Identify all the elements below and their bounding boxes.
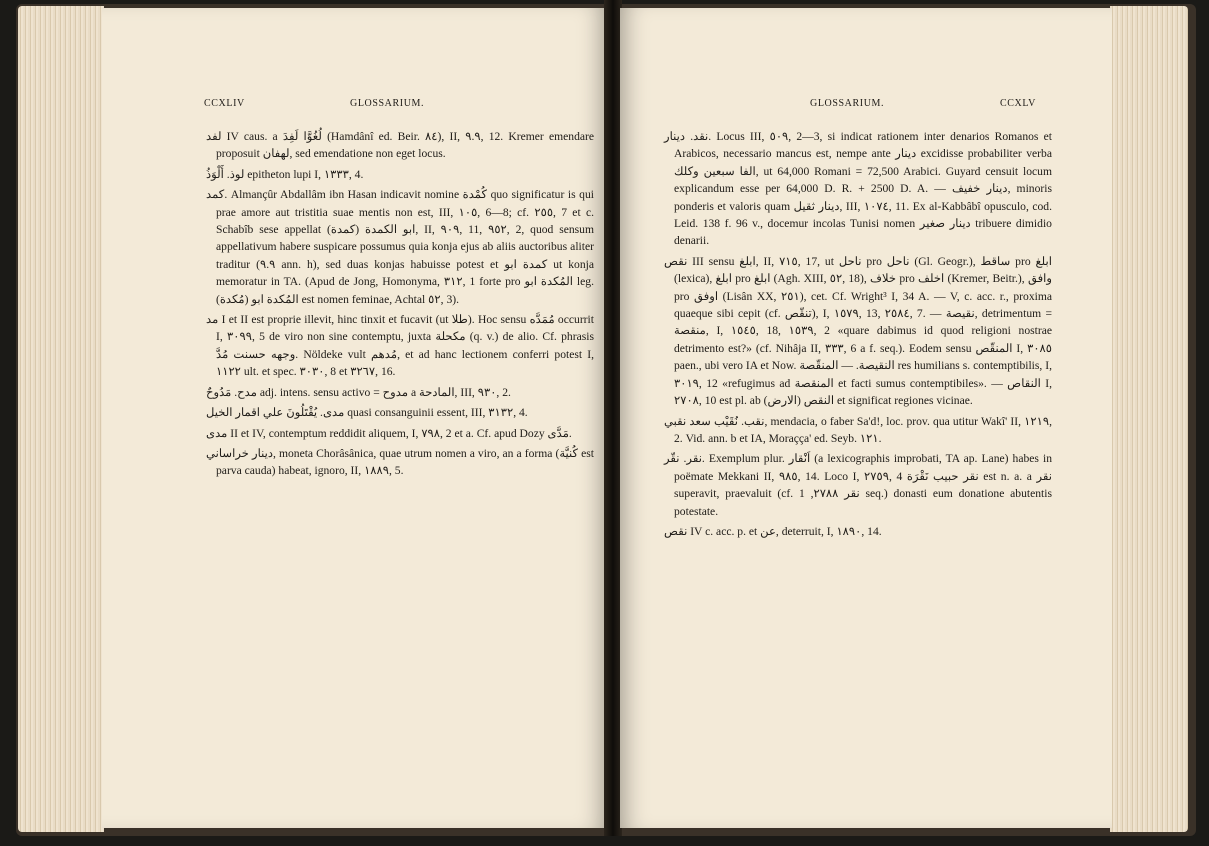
entry: كمد. Almançûr Abdallâm ibn Hasan indicavit nomine كُمْدة quo significatur is qui prae amore aut tristitia suae mentis non est, III, ١٠٥, 6—8; cf. ٢٥٥, 7 et c. Schabîb sese appellat ابو الكمدة (كمدة), II, ٩٠٩, 11, ٩٥٢, 2, quod sensum appellativum habere suspicare possumus quia konja ejus ab aliis auctoribus aliter traditur (٩.٩ ann. h), sed duas konjas habuisse potest et كمدة ابو ut konja memoratur in TA. (Apud de Jong, Homonyma, ٣١٢, 1 forte pro المُكدة ابو leg. المُكدة ابو (مُكدة) est nomen feminae, Achtal ٥٢, 3). <box>206 188 595 306</box>
entry: مدح. مَدُوحٌ adj. intens. sensu activo = مدوح a المادحة, III, ٩٣٠, 2. <box>206 385 511 399</box>
entry: مدى II et IV, contemptum reddidit aliquem, I, ٧٩٨, 2 et a. Cf. apud Dozy مَدَّى. <box>206 426 572 440</box>
left-page <box>102 8 606 828</box>
entry: مدى. يُقْتَلُونَ علي اقمار الخيل quasi consanguinii essent, III, ٣١٣٢, 4. <box>206 406 528 420</box>
right-page <box>620 8 1112 828</box>
entry: نقد. دينار. Locus III, ٥٠٩, 2—3, si indicat rationem inter denarios Romanos et Arabicos, necessario mancus est, nempe ante دينار excidisse probabiliter verba الفا سبعين وكلك, ut 64,000 Romani = 72,500 Arabici. Guyard censuit locum explicandum esse per 64,000 D. R. + 2500 D. A. — دينار خفيف, minoris ponderis et valoris quam دينار ثقيل, III, ١٠٧٤, 11. Ex al-Kabbâbî opusculo, cod. Leid. 138 f. 96 v., docemur incolas Tunisi nomen دينار صغير tribuere dimidio denarii. <box>664 130 1052 248</box>
right-text-column <box>664 128 1052 543</box>
left-page-number: CCXLIV <box>204 98 245 109</box>
left-text-column <box>206 128 594 483</box>
entry: نقب. نُقَيْب سعد نقبي, mendacia, o faber Sa'd!, loc. prov. qua utitur Wakî' II, ١٢١٩, 2. Vid. ann. b et IA, Moraçça' ed. Seyb. ١٢١. <box>664 414 1052 445</box>
right-running-head: GLOSSARIUM. <box>810 98 885 109</box>
entry: لفد IV caus. a لُغُوَّا لَفِدَ (Hamdânî ed. Beir. ٨٤), II, ٩.٩, 12. Kremer emendare proposuit لهفان, sed emendatione non eget locus. <box>206 130 595 161</box>
left-running-head: GLOSSARIUM. <box>350 98 425 109</box>
right-page-number: CCXLV <box>1000 98 1036 109</box>
entry: مد I et II est proprie illevit, hinc tinxit et fucavit (ut طلا). Hoc sensu مُمَدَّه occurrit I, ٣٠٩٩, 5 de viro non sine contemptu, juxta مكحلة (q. v.) de alio. Cf. phrasis وجهه حسنت مُدَّ. Nöldeke vult مُدهم, et ad hanc lectionem conferri potest I, ١١٢٢ ult. et spec. ٣٠٣٠, 8 et ٣٢٦٧, 16. <box>206 313 595 379</box>
book-edge-left <box>18 6 104 832</box>
entry: دينار خراساني, moneta Chorâsânica, quae utrum nomen a viro, an a forma (كُنيَّة est parva cauda) habeat, ignoro, II, ١٨٨٩, 5. <box>206 446 594 478</box>
entry: لوذ. أَلْوَذُ epitheton lupi I, ١٣٣٣, 4. <box>206 167 364 181</box>
entry: نقص III sensu ابلغ, II, ٧١٥, 17, ut ناحل pro ناحل (Gl. Geogr.), ساقط pro ابلغ (lexica), ابلغ pro ابلغ (Agh. XIII, ٥٢, 18), خلاف pro اخلف (Kremer, Beitr.), وافق pro اوفق (Lisân XX, ٢٥١), cet. Cf. Wright³ I, 34 A. — V, c. acc. r., proxima quaeque sibi cepit (cf. تنقّص), I, ١٥٧٩, 13, ٢٥٨٤, 7. — نقيصة, detrimentum = منقصة, I, ١٥٤٥, 18, ١٥٣٩, 2 «quare dabimus id quod religioni nostrae detrimento est?» (cf. Nihâja II, ٣٣٣, 6 a f. seq.). Eodem sensu المنقّص I, ٣٠٨٥ paen., ubi vero IA et Now. النقيصة. — المنقّصة res humilians s. contemptibilis, I, ٣٠١٩, 12 «refugimus ad المنقصة et facti sumus contemptibiles». — النقاص I, ٢٧٠٨, 10 est pl. ab النقص (الارض) et significat regiones vicinae. <box>664 254 1053 408</box>
book-edge-right <box>1110 6 1188 832</box>
entry: نقر. نقّر. Exemplum plur. اَنْقار (a lexicographis improbati, TA ap. Lane) habes in poëmate Mekkani II, ٩٨٥, 14. Loco I, ٢٧٥٩, 4 نقر حبيب نَقْرَة est n. a. a نقر superavit, praevaluit (cf. نقر ٢٧٨٨, 1 seq.) donasti eum donatione abutentis potestate. <box>664 452 1053 518</box>
entry: نقص IV c. acc. p. et عن, deterruit, I, ١٨٩٠, 14. <box>664 524 882 538</box>
